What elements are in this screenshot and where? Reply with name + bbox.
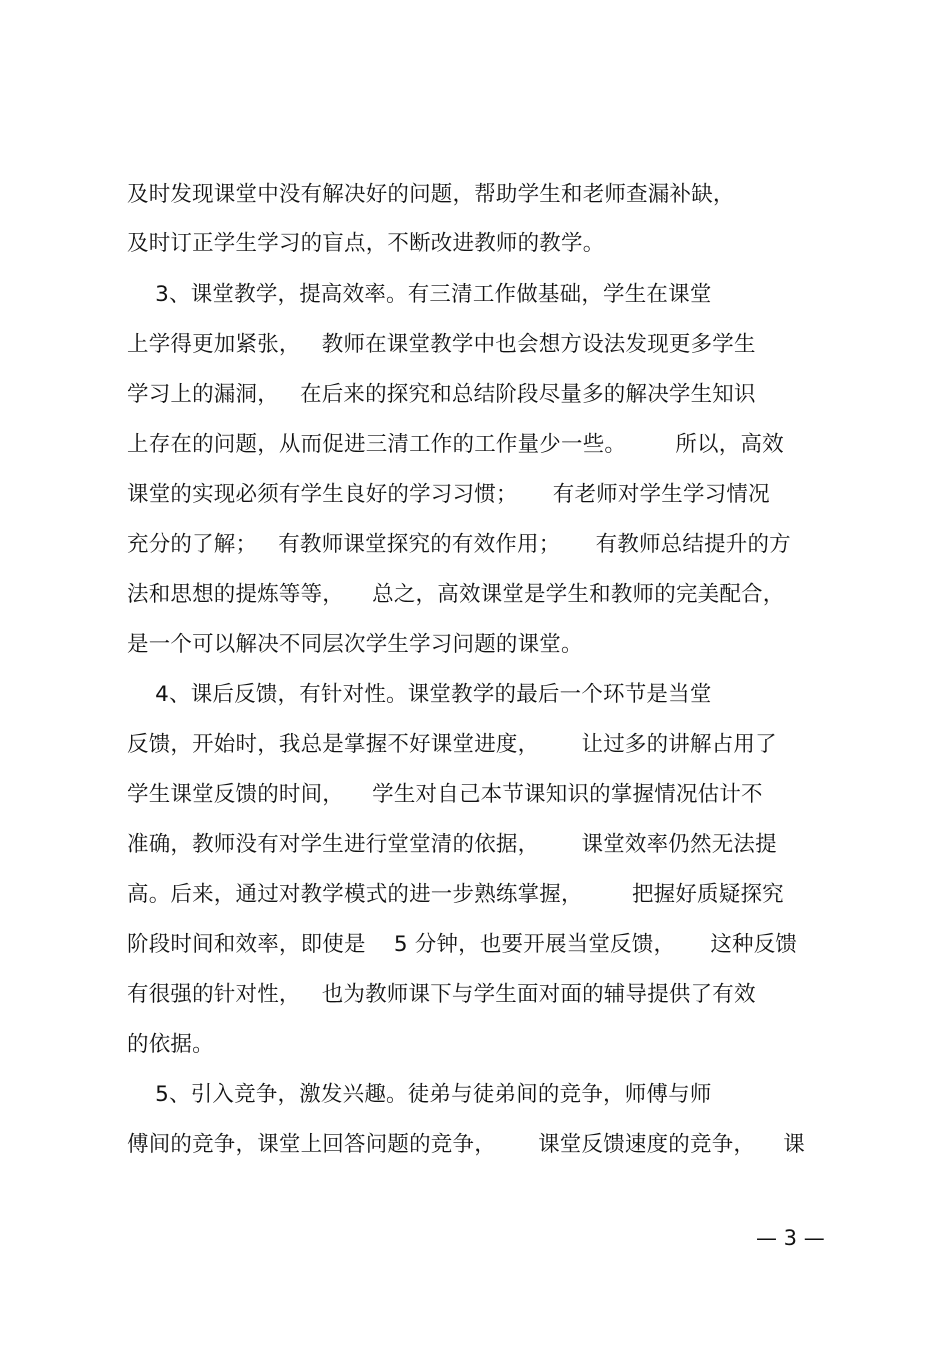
text-line-17: 有很强的针对性， 也为教师课下与学生面对面的辅导提供了有效 (127, 982, 756, 1007)
page-number: — 3 — (756, 1226, 825, 1250)
text-line-9: 法和思想的提炼等等， 总之，高效课堂是学生和教师的完美配合， (127, 582, 785, 607)
text-line-8: 充分的了解； 有教师课堂探究的有效作用； 有教师总结提升的方 (127, 532, 791, 557)
text-line-3: 3、课堂教学，提高效率。有三清工作做基础，学生在课堂 (127, 282, 712, 307)
text-line-20: 傅间的竞争，课堂上回答问题的竞争， 课堂反馈速度的竞争， 课 (127, 1132, 805, 1157)
text-line-14: 准确，教师没有对学生进行堂堂清的依据， 课堂效率仍然无法提 (127, 832, 777, 857)
text-line-7: 课堂的实现必须有学生良好的学习习惯； 有老师对学生学习情况 (127, 482, 770, 507)
text-line-12: 反馈，开始时，我总是掌握不好课堂进度， 让过多的讲解占用了 (127, 732, 777, 757)
text-line-10: 是一个可以解决不同层次学生学习问题的课堂。 (127, 632, 583, 657)
text-line-4: 上学得更加紧张， 教师在课堂教学中也会想方设法发现更多学生 (127, 332, 756, 357)
text-line-19: 5、引入竞争，激发兴趣。徒弟与徒弟间的竞争，师傅与师 (127, 1082, 712, 1107)
text-line-13: 学生课堂反馈的时间， 学生对自己本节课知识的掌握情况估计不 (127, 782, 763, 807)
text-line-6: 上存在的问题，从而促进三清工作的工作量少一些。 所以，高效 (127, 432, 784, 457)
text-line-18: 的依据。 (127, 1032, 214, 1057)
text-line-16: 阶段时间和效率，即使是 5 分钟，也要开展当堂反馈， 这种反馈 (127, 932, 798, 957)
text-line-2: 及时订正学生学习的盲点，不断改进教师的教学。 (127, 231, 605, 256)
text-line-11: 4、课后反馈，有针对性。课堂教学的最后一个环节是当堂 (127, 682, 712, 707)
text-line-1: 及时发现课堂中没有解决好的问题，帮助学生和老师查漏补缺， (127, 182, 735, 207)
text-line-15: 高。后来，通过对教学模式的进一步熟练掌握， 把握好质疑探究 (127, 882, 784, 907)
text-line-5: 学习上的漏洞， 在后来的探究和总结阶段尽量多的解决学生知识 (127, 382, 756, 407)
